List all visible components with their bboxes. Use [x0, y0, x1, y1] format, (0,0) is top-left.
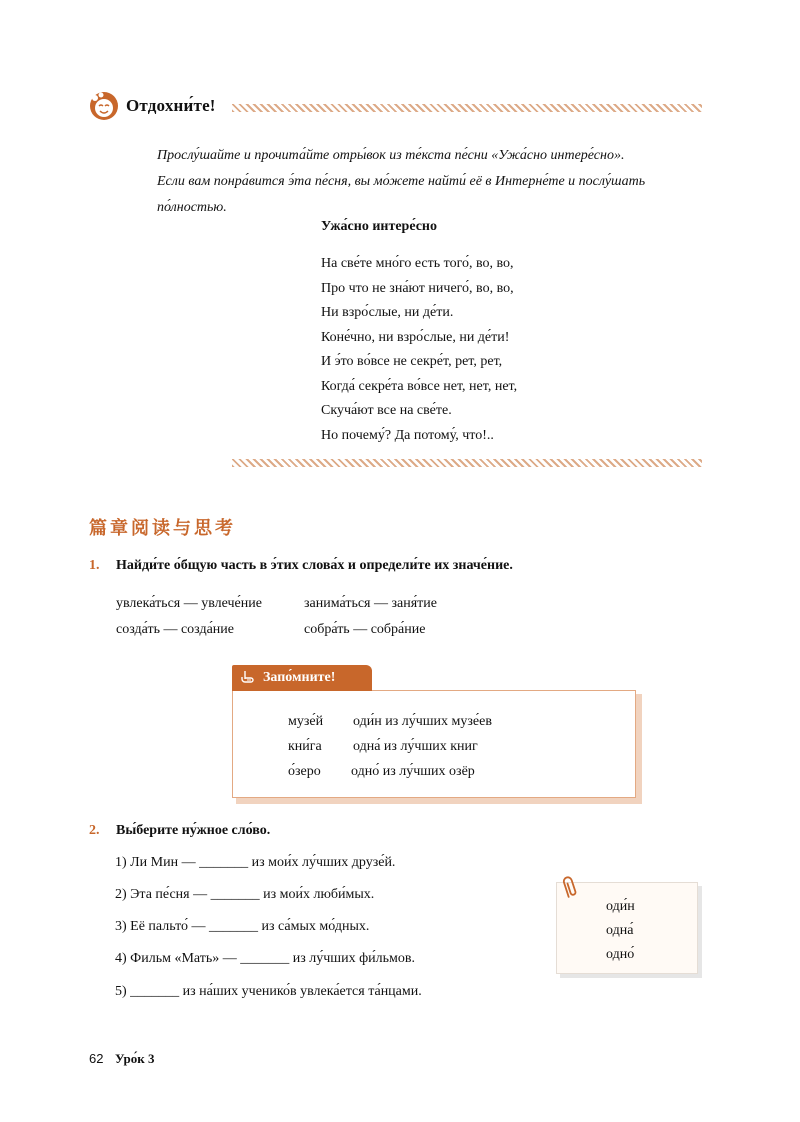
- decorative-divider-top: [232, 104, 702, 112]
- decorative-divider-bottom: [232, 459, 702, 467]
- intro-line: Если вам понра́вится э́та пе́сня, вы мо́жете найти́ её в Интерне́те и послу́шать: [157, 174, 646, 189]
- exercise-item: 2) Эта пе́сня — _______ из мои́х люби́мых.: [115, 887, 375, 902]
- song-line: Коне́чно, ни взро́слые, ни де́ти!: [321, 329, 510, 345]
- lesson-label: Уро́к 3: [115, 1051, 155, 1066]
- option-word: одна́: [606, 923, 634, 938]
- remember-word: о́зеро: [288, 764, 321, 779]
- task-2-number: 2.: [89, 823, 100, 838]
- pointing-hand-icon: [238, 669, 256, 687]
- section-title-rest: Отдохни́те!: [126, 96, 216, 115]
- rest-intro-text: [157, 143, 717, 221]
- option-word: оди́н: [606, 899, 635, 914]
- remember-phrase: одна́ из лу́чших книг: [353, 739, 478, 754]
- word-pair: созда́ть — созда́ние: [116, 622, 234, 637]
- exercise-item: 1) Ли Мин — _______ из мои́х лу́чших друзе́й.: [115, 855, 396, 870]
- reading-section-heading: 篇章阅读与思考: [89, 518, 236, 539]
- intro-line: по́лностью.: [157, 200, 227, 215]
- exercise-item: 3) Её пальто́ — _______ из са́мых мо́дных.: [115, 919, 370, 934]
- song-line: Скуча́ют все на све́те.: [321, 403, 452, 418]
- option-word: одно́: [606, 947, 635, 962]
- exercise-item: 5) _______ из на́ших ученико́в увлека́ется та́нцами.: [115, 984, 422, 999]
- song-line: Ни взро́слые, ни де́ти.: [321, 305, 454, 320]
- song-line: Но почему́? Да потому́, что!..: [321, 427, 494, 443]
- remember-word: кни́га: [288, 739, 322, 754]
- task-1-number: 1.: [89, 558, 100, 573]
- paperclip-icon: [560, 874, 580, 902]
- intro-line: Прослу́шайте и прочита́йте отры́вок из те́кста пе́сни «Ужа́сно интере́сно».: [157, 148, 625, 163]
- remember-word: музе́й: [288, 714, 324, 729]
- word-pair: увлека́ться — увлече́ние: [116, 596, 262, 611]
- remember-phrase: одно́ из лу́чших озёр: [351, 764, 475, 779]
- task-2-instruction: Вы́берите ну́жное сло́во.: [116, 823, 271, 838]
- page-number: 62: [89, 1051, 104, 1066]
- task-1-instruction: Найди́те о́бщую часть в э́тих слова́х и определи́те их значе́ние.: [116, 558, 513, 573]
- song-line: На све́те мно́го есть того́, во, во,: [321, 256, 514, 271]
- song-excerpt: [321, 216, 517, 448]
- song-line: Про что не зна́ют ничего́, во, во,: [321, 280, 514, 296]
- remember-phrase: оди́н из лу́чших музе́ев: [353, 714, 492, 729]
- song-title: Ужа́сно интере́сно: [321, 219, 437, 234]
- remember-label: Запо́мните!: [263, 670, 336, 685]
- exercise-item: 4) Фильм «Мать» — _______ из лу́чших фи́льмов.: [115, 951, 415, 966]
- song-line: Когда́ секре́та во́все нет, нет, нет,: [321, 378, 518, 394]
- word-pair: собра́ть — собра́ние: [304, 622, 426, 637]
- song-line: И э́то во́все не секре́т, рет, рет,: [321, 354, 503, 369]
- smiley-face-icon: [89, 91, 119, 121]
- word-pair: занима́ться — заня́тие: [304, 596, 437, 611]
